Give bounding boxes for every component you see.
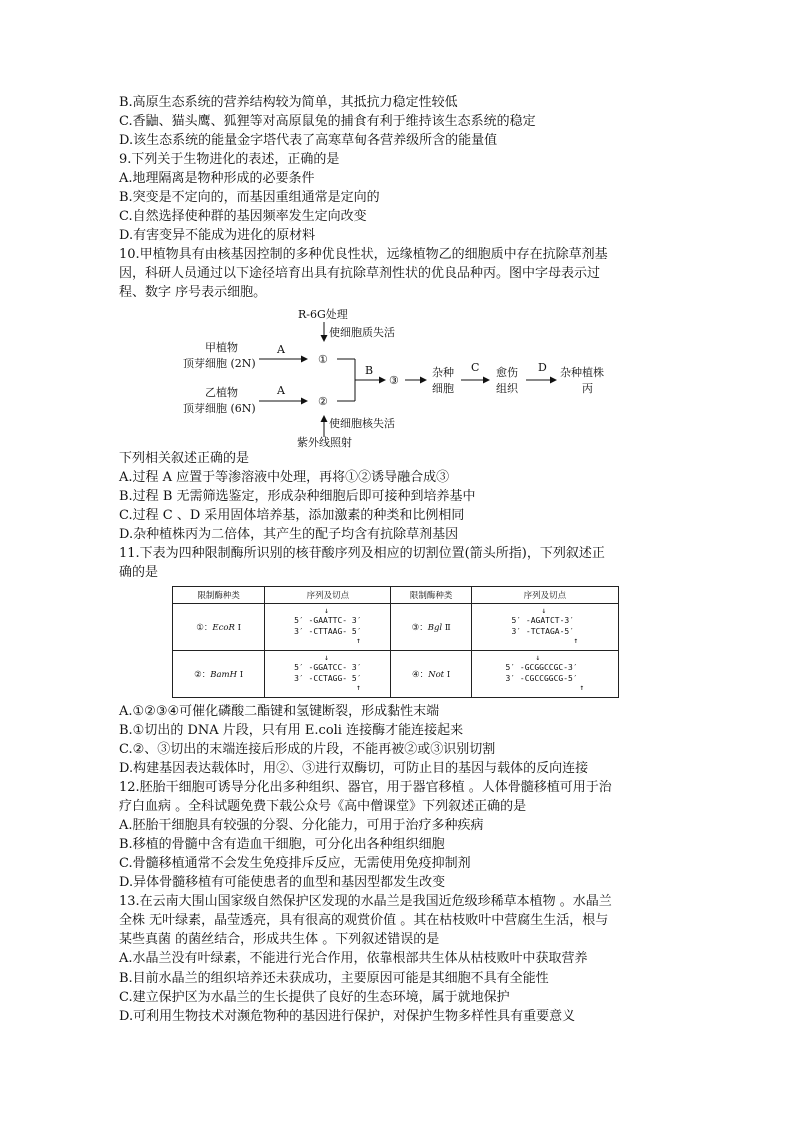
sequence-cell (265, 650, 391, 697)
enzyme-cell (391, 650, 471, 697)
plant-a-name: 甲植物 (205, 340, 238, 354)
option-11c: C.②、③切出的末端连接后形成的片段，不能再被②或③识别切割 (119, 741, 496, 757)
question-10-line3: 程、数字 序号表示细胞。 (119, 285, 267, 301)
step-a1-label: A (277, 342, 285, 356)
option-13a: A.水晶兰没有叶绿素，不能进行光合作用，依靠根部共生体从枯枝败叶中获取营养 (119, 951, 588, 967)
sequence-cell (265, 603, 391, 650)
option-10b: B.过程 B 无需筛选鉴定，形成杂种细胞后即可接种到培养基中 (119, 488, 476, 504)
sequence-top-strand: 5′ -AGATCT-3′ (511, 616, 575, 626)
hybrid-cell-line1: 杂种 (432, 365, 454, 379)
cut-arrow-down-icon: ↓ (324, 653, 329, 663)
sequence-cell (471, 650, 618, 697)
option-12b: B.移植的骨髓中含有造血干细胞，可分化出各种组织细胞 (119, 837, 445, 853)
step-b-label: B (365, 363, 374, 377)
text-block-bottom (119, 702, 639, 1026)
option-13c: C.建立保护区为水晶兰的生长提供了良好的生态环境，属于就地保护 (119, 989, 510, 1005)
cell-2: ② (318, 394, 328, 408)
option-9d: D.有害变异不能成为进化的原材料 (119, 228, 316, 244)
r6g-label: R-6G处理 (298, 307, 348, 321)
enzyme-suffix: Ⅱ (444, 622, 451, 633)
option-9a: A.地理隔离是物种形成的必要条件 (119, 171, 315, 187)
option-11b: B.①切出的 DNA 片段，只有用 E.coli 连接酶才能连接起来 (119, 722, 464, 738)
fusion-diagram (119, 303, 639, 449)
enzyme-cell (391, 603, 471, 650)
enzyme-suffix: Ⅰ (239, 669, 244, 680)
question-9: 9.下列关于生物进化的表述，正确的是 (119, 152, 340, 168)
cell-1: ① (318, 352, 328, 366)
cut-arrow-up-icon: ↑ (356, 683, 361, 693)
hybrid-plant-line1: 杂种植株 (560, 365, 604, 379)
plant-b-name: 乙植物 (205, 385, 238, 399)
option-13d: D.可利用生物技术对濒危物种的基因进行保护，对保护生物多样性具有重要意义 (119, 1008, 576, 1024)
sequence-bottom-strand: 3′ -CCTAGG- 5′ (294, 674, 362, 684)
cut-arrow-down-icon: ↓ (541, 606, 547, 616)
enzyme-table-wrapper (119, 582, 639, 702)
option-11a: A.①②③④可催化磷酸二酯键和氢键断裂，形成黏性末端 (119, 703, 440, 719)
option-11d: D.构建基因表达载体时，用②、③进行双酶切，可防止目的基因与载体的反向连接 (119, 760, 589, 776)
question-10-prompt: 下列相关叙述正确的是 (119, 450, 250, 466)
cut-arrow-up-icon: ↑ (356, 636, 361, 646)
sequence-bottom-strand: 3′ -CGCCGGCG-5′ (505, 674, 578, 684)
text-block-top (119, 93, 639, 303)
question-13-line2: 全株 无叶绿素，晶莹透亮，具有很高的观赏价值 。其在枯枝败叶中营腐生生活，根与 (119, 913, 609, 929)
enzyme-suffix: Ⅰ (446, 669, 451, 680)
enzyme-name: Not (428, 669, 445, 680)
enzyme-cell (173, 650, 265, 697)
table-row (173, 603, 619, 650)
enzyme-name: EcoR (212, 622, 235, 633)
enzyme-table (172, 586, 619, 698)
sequence-cell (471, 603, 618, 650)
cut-arrow-down-icon: ↓ (324, 606, 329, 616)
plant-a-cells: 顶芽细胞 (2N) (183, 356, 256, 370)
nucleus-inactivation-note: 使细胞核失活 (329, 416, 395, 430)
header-sequence-2: 序列及切点 (471, 586, 618, 603)
sequence-top-strand: 5′ -GCGGCCGC-3′ (505, 663, 578, 673)
uv-label: 紫外线照射 (297, 435, 352, 449)
sequence-block (511, 607, 578, 645)
sequence-top-strand: 5′ -GGATCC- 3′ (294, 663, 362, 673)
question-10-line2: 因，科研人员通过以下途径培育出具有抗除草剂性状的优良品种丙。图中字母表示过 (119, 266, 601, 282)
header-enzyme-type-1: 限制酶种类 (173, 586, 265, 603)
sequence-block (294, 607, 361, 645)
question-13-line3: 某些真菌 的菌丝结合，形成共生体 。下列叙述错误的是 (119, 932, 440, 948)
question-10-line1: 10.甲植物具有由核基因控制的多种优良性状，远缘植物乙的细胞质中存在抗除草剂基 (119, 247, 608, 263)
sequence-bottom-strand: 3′ -TCTAGA-5′ (511, 627, 575, 637)
enzyme-suffix: Ⅰ (237, 622, 241, 633)
exam-page (119, 93, 639, 1026)
option-8c: C.香鼬、猫头鹰、狐狸等对高原鼠兔的捕食有利于维持该生态系统的稳定 (119, 114, 536, 130)
option-13b: B.目前水晶兰的组织培养还未获成功，主要原因可能是其细胞不具有全能性 (119, 970, 549, 986)
question-13-line1: 13.在云南大围山国家级自然保护区发现的水晶兰是我国近危级珍稀草本植物 。水晶兰 (119, 894, 612, 910)
enzyme-name: Bgl (427, 622, 443, 633)
option-9b: B.突变是不定向的，而基因重组通常是定向的 (119, 190, 380, 206)
sequence-block (294, 654, 361, 692)
cut-arrow-down-icon: ↓ (535, 653, 541, 663)
fusion-diagram-svg (119, 303, 639, 449)
hybrid-cell-line2: 细胞 (432, 381, 454, 395)
option-12c: C.骨髓移植通常不会发生免疫排斥反应，无需使用免疫抑制剂 (119, 856, 471, 872)
sequence-top-strand: 5′ -GAATTC- 3′ (294, 616, 362, 626)
step-a2-label: A (277, 383, 285, 397)
sequence-bottom-strand: 3′ -CTTAAG- 5′ (294, 627, 362, 637)
option-10c: C.过程 C 、D 采用固体培养基，添加激素的种类和比例相同 (119, 507, 465, 523)
callus-line1: 愈伤 (496, 365, 518, 379)
question-11-line2: 确的是 (119, 564, 159, 580)
text-block-mid (119, 449, 639, 582)
cut-arrow-up-icon: ↑ (573, 636, 579, 646)
enzyme-number: ③： (411, 622, 428, 633)
cell-3: ③ (389, 373, 399, 387)
enzyme-name: BamH (210, 669, 238, 680)
header-sequence-1: 序列及切点 (265, 586, 391, 603)
option-10d: D.杂种植株丙为二倍体，其产生的配子均含有抗除草剂基因 (119, 526, 459, 542)
option-8b: B.高原生态系统的营养结构较为简单，其抵抗力稳定性较低 (119, 95, 458, 110)
cut-arrow-up-icon: ↑ (579, 683, 585, 693)
question-12-line2: 疗白血病 。全科试题免费下载公众号《高中僧课堂》下列叙述正确的是 (119, 799, 527, 815)
option-12a: A.胚胎干细胞具有较强的分裂、分化能力，可用于治疗多种疾病 (119, 818, 484, 834)
step-c-label: C (471, 360, 480, 374)
option-8d: D.该生态系统的能量金字塔代表了高寒草甸各营养级所含的能量值 (119, 133, 498, 149)
plant-b-cells: 顶芽细胞 (6N) (183, 401, 256, 415)
sequence-block (505, 654, 584, 692)
question-11-line1: 11.下表为四种限制酶所识别的核苷酸序列及相应的切割位置(箭头所指)，下列叙述正 (119, 545, 605, 561)
hybrid-plant-line2: 丙 (582, 381, 593, 395)
table-header-row (173, 586, 619, 603)
callus-line2: 组织 (496, 381, 518, 395)
option-10a: A.过程 A 应置于等渗溶液中处理，再将①②诱导融合成③ (119, 469, 450, 485)
enzyme-number: ①： (196, 622, 213, 633)
enzyme-number: ④： (412, 669, 429, 680)
cytoplasm-inactivation-note: 使细胞质失活 (329, 325, 395, 339)
table-row (173, 650, 619, 697)
option-12d: D.异体骨髓移植有可能使患者的血型和基因型都发生改变 (119, 875, 446, 891)
question-12-line1: 12.胚胎干细胞可诱导分化出多种组织、器官，用于器官移植 。人体骨髓移植可用于治 (119, 780, 612, 796)
option-9c: C.自然选择使种群的基因频率发生定向改变 (119, 209, 367, 225)
header-enzyme-type-2: 限制酶种类 (391, 586, 471, 603)
enzyme-number: ②： (194, 669, 211, 680)
step-d-label: D (538, 360, 547, 374)
enzyme-cell (173, 603, 265, 650)
